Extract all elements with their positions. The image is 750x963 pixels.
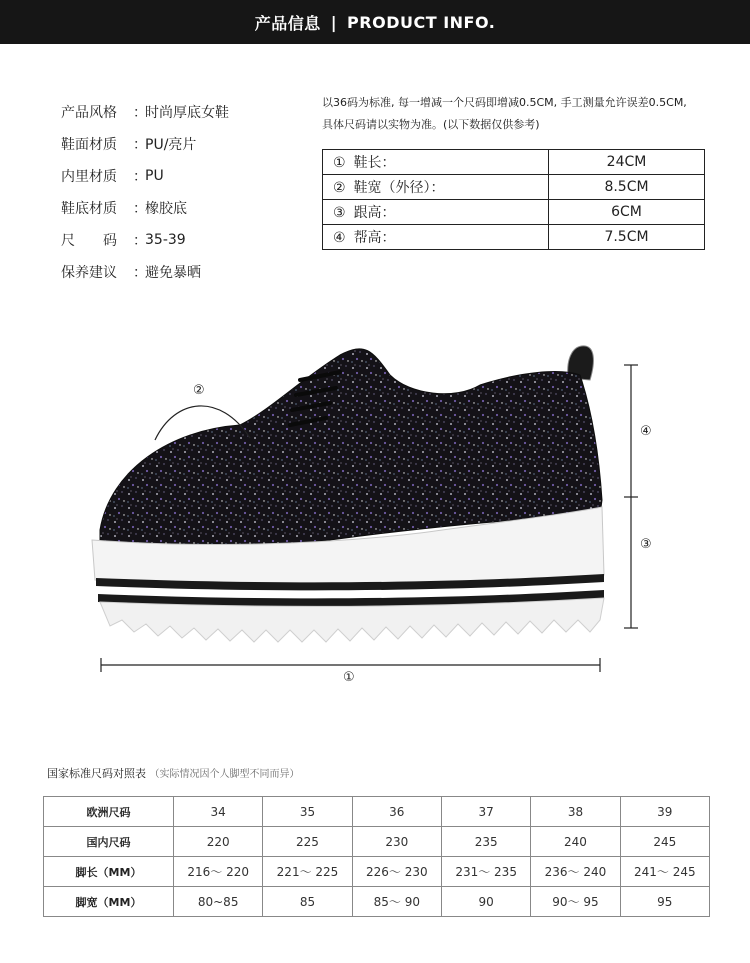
measurement-label-cell bbox=[323, 225, 549, 250]
size-cell: 95 bbox=[620, 887, 709, 917]
marker-length: ① bbox=[343, 670, 355, 685]
size-cell: 245 bbox=[620, 827, 709, 857]
size-cell: 39 bbox=[620, 797, 709, 827]
attribute-label: 鞋底材质 bbox=[61, 201, 117, 217]
size-cell: 35 bbox=[263, 797, 352, 827]
header-separator: | bbox=[330, 12, 338, 32]
attribute-value: 35-39 bbox=[145, 232, 186, 248]
note-line-1: 以36码为标准, 每一增减一个尺码即增减0.5CM, 手工测量允许误差0.5CM, bbox=[322, 96, 687, 109]
attribute-row-upper bbox=[61, 128, 321, 160]
size-cell: 90～ 95 bbox=[531, 887, 620, 917]
size-cell: 38 bbox=[531, 797, 620, 827]
size-row-foot-width bbox=[44, 887, 710, 917]
size-chart-title bbox=[47, 765, 300, 781]
attribute-row-style bbox=[61, 96, 321, 128]
measurement-label: 鞋长： bbox=[353, 155, 396, 171]
size-cell: 34 bbox=[174, 797, 263, 827]
section-header bbox=[0, 0, 750, 44]
size-cell: 216～ 220 bbox=[174, 857, 263, 887]
product-attributes bbox=[61, 96, 321, 288]
attribute-colon: ： bbox=[133, 265, 147, 281]
size-cell: 90 bbox=[441, 887, 530, 917]
marker-width: ② bbox=[193, 383, 205, 398]
attribute-row-lining bbox=[61, 160, 321, 192]
attribute-value: PU/亮片 bbox=[145, 137, 197, 153]
size-cell: 85 bbox=[263, 887, 352, 917]
marker-heel-height: ③ bbox=[640, 537, 652, 552]
measurement-row-width bbox=[323, 175, 705, 200]
measurement-label: 帮高： bbox=[353, 230, 396, 246]
marker-shaft-height: ④ bbox=[640, 424, 652, 439]
size-row-eu bbox=[44, 797, 710, 827]
attribute-row-sole bbox=[61, 192, 321, 224]
size-cell: 240 bbox=[531, 827, 620, 857]
row-header: 国内尺码 bbox=[44, 827, 174, 857]
header-title-cn: 产品信息 bbox=[254, 13, 321, 33]
measurement-value: 6CM bbox=[549, 200, 705, 225]
size-row-cn bbox=[44, 827, 710, 857]
size-cell: 241～ 245 bbox=[620, 857, 709, 887]
attribute-label: 产品风格 bbox=[61, 105, 117, 121]
size-cell: 220 bbox=[174, 827, 263, 857]
measurement-row-shaft bbox=[323, 225, 705, 250]
measurement-row-length bbox=[323, 150, 705, 175]
size-cell: 37 bbox=[441, 797, 530, 827]
shoe-image bbox=[0, 330, 750, 700]
row-header: 欧洲尺码 bbox=[44, 797, 174, 827]
size-cell: 80~85 bbox=[174, 887, 263, 917]
measurement-label-cell bbox=[323, 175, 549, 200]
size-cell: 36 bbox=[352, 797, 441, 827]
note-line-2: 具体尺码请以实物为准。(以下数据仅供参考) bbox=[322, 118, 540, 131]
size-chart-table bbox=[43, 796, 710, 917]
size-chart-subtitle: （实际情况因个人脚型不同而异） bbox=[149, 769, 300, 780]
size-cell: 231～ 235 bbox=[441, 857, 530, 887]
attribute-row-size bbox=[61, 224, 321, 256]
measurement-value: 24CM bbox=[549, 150, 705, 175]
circled-number: ① bbox=[333, 155, 346, 171]
size-row-foot-length bbox=[44, 857, 710, 887]
size-cell: 230 bbox=[352, 827, 441, 857]
attribute-label: 保养建议 bbox=[61, 265, 117, 281]
circled-number: ③ bbox=[333, 205, 346, 221]
attribute-colon: ： bbox=[133, 169, 147, 185]
measurement-label-cell bbox=[323, 200, 549, 225]
size-cell: 85～ 90 bbox=[352, 887, 441, 917]
attribute-row-care bbox=[61, 256, 321, 288]
attribute-colon: ： bbox=[133, 233, 147, 249]
attribute-value: 时尚厚底女鞋 bbox=[145, 105, 229, 121]
size-cell: 236～ 240 bbox=[531, 857, 620, 887]
size-cell: 226～ 230 bbox=[352, 857, 441, 887]
attribute-value: 橡胶底 bbox=[145, 201, 187, 217]
row-header: 脚长（MM） bbox=[44, 857, 174, 887]
attribute-label: 鞋面材质 bbox=[61, 137, 117, 153]
measurement-note bbox=[322, 92, 742, 136]
size-cell: 225 bbox=[263, 827, 352, 857]
measurement-label: 跟高： bbox=[353, 205, 396, 221]
size-cell: 235 bbox=[441, 827, 530, 857]
header-title-en: PRODUCT INFO. bbox=[347, 12, 496, 32]
measurement-value: 7.5CM bbox=[549, 225, 705, 250]
circled-number: ④ bbox=[333, 230, 346, 246]
size-cell: 221～ 225 bbox=[263, 857, 352, 887]
attribute-value: PU bbox=[145, 168, 164, 184]
measurement-label: 鞋宽（外径）： bbox=[353, 180, 445, 196]
row-header: 脚宽（MM） bbox=[44, 887, 174, 917]
measurement-value: 8.5CM bbox=[549, 175, 705, 200]
attribute-value: 避免暴晒 bbox=[145, 265, 201, 281]
attribute-colon: ： bbox=[133, 201, 147, 217]
measurement-label-cell bbox=[323, 150, 549, 175]
attribute-label: 内里材质 bbox=[61, 169, 117, 185]
attribute-colon: ： bbox=[133, 137, 147, 153]
attribute-label: 尺 码 bbox=[61, 233, 117, 249]
size-chart-title-text: 国家标准尺码对照表 bbox=[47, 767, 146, 780]
attribute-colon: ： bbox=[133, 105, 147, 121]
measurement-table bbox=[322, 149, 705, 250]
measurement-row-heel bbox=[323, 200, 705, 225]
circled-number: ② bbox=[333, 180, 346, 196]
